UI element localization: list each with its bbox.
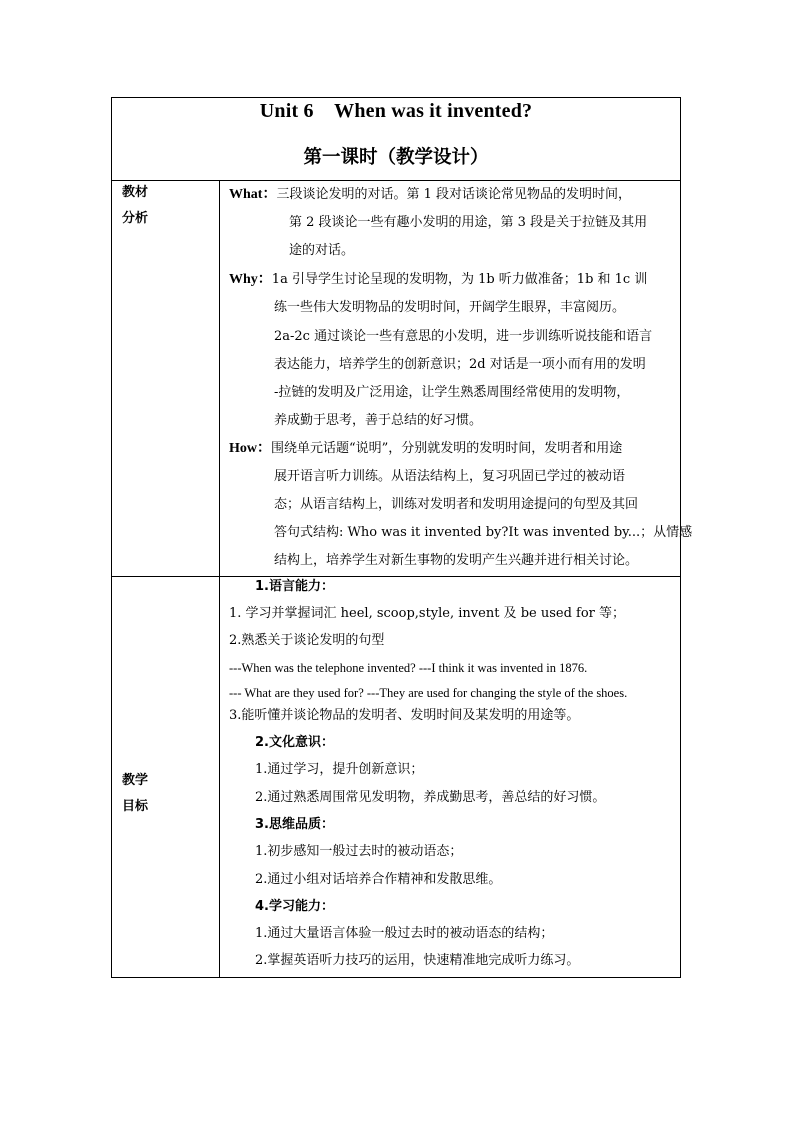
goal-language-2: 2.熟悉关于谈论发明的句型 (229, 633, 385, 648)
goal-learning-1: 1.通过大量语言体验一般过去时的被动语态的结构； (255, 926, 554, 941)
how-line-5: 结构上，培养学生对新生事物的发明产生兴趣并进行相关讨论。 (274, 553, 639, 568)
how-line-1: 围绕单元话题“说明”，分别就发明的发明时间，发明者和用途 (271, 441, 623, 456)
goal-heading-language: 1.语言能力： (255, 579, 334, 594)
why-key: Why： (229, 272, 272, 287)
why-line-6: 养成勤于思考，善于总结的好习惯。 (274, 413, 483, 428)
why-line-1: 1a 引导学生讨论呈现的发明物，为 1b 听力做准备；1b 和 1c 训 (271, 272, 648, 287)
analysis-label-1: 教材 (122, 185, 149, 200)
how-key: How： (229, 441, 271, 456)
goal-learning-2: 2.掌握英语听力技巧的运用，快速精准地完成听力练习。 (255, 953, 580, 968)
why-line-5: -拉链的发明及广泛用途，让学生熟悉周围经常使用的发明物， (274, 385, 630, 400)
goals-label-2: 目标 (122, 799, 149, 814)
how-line-3: 态；从语言结构上，训练对发明者和发明用途提问的句型及其回 (274, 497, 639, 512)
unit-title: Unit 6 When was it invented? (259, 100, 533, 122)
lesson-subtitle: 第一课时（教学设计） (303, 147, 489, 168)
row-divider-header (112, 180, 680, 181)
goals-label-1: 教学 (122, 773, 149, 788)
how-line-2: 展开语言听力训练。从语法结构上，复习巩固已学过的被动语 (274, 469, 626, 484)
goal-heading-learning: 4.学习能力： (255, 899, 334, 914)
what-line-2: 第 2 段谈论一些有趣小发明的用途，第 3 段是关于拉链及其用 (289, 215, 648, 230)
why-line-3: 2a-2c 通过谈论一些有意思的小发明，进一步训练听说技能和语言 (274, 329, 653, 344)
goal-heading-culture: 2.文化意识： (255, 735, 334, 750)
goal-language-5: 3.能听懂并谈论物品的发明者、发明时间及某发明的用途等。 (229, 708, 580, 723)
goal-language-3: ---When was the telephone invented? ---I think it was invented in 1876. (229, 661, 588, 675)
lesson-plan-table (111, 97, 693, 978)
goal-culture-2: 2.通过熟悉周围常见发明物，养成勤思考，善总结的好习惯。 (255, 790, 606, 805)
goal-culture-1: 1.通过学习，提升创新意识； (255, 762, 424, 777)
goal-thinking-1: 1.初步感知一般过去时的被动语态； (255, 844, 463, 859)
what-line-1: 三段谈论发明的对话。第 1 段对话谈论常见物品的发明时间， (276, 187, 631, 202)
analysis-label-2: 分析 (122, 211, 149, 226)
goal-language-4: --- What are they used for? ---They are used for changing the style of the shoes. (229, 686, 628, 700)
what-key: What： (229, 187, 277, 202)
why-line-4: 表达能力，培养学生的创新意识；2d 对话是一项小而有用的发明 (274, 357, 646, 372)
goal-thinking-2: 2.通过小组对话培养合作精神和发散思维。 (255, 872, 502, 887)
how-line-4: 答句式结构: Who was it invented by?It was invented by...；从情感 (274, 525, 693, 540)
row-divider-analysis (112, 576, 680, 577)
column-divider (219, 180, 220, 977)
goal-heading-thinking: 3.思维品质： (255, 817, 334, 832)
why-line-2: 练一些伟大发明物品的发明时间，开阔学生眼界，丰富阅历。 (274, 300, 626, 315)
goal-language-1: 1. 学习并掌握词汇 heel, scoop,style, invent 及 be used for 等； (229, 606, 626, 621)
what-line-3: 途的对话。 (289, 243, 355, 258)
